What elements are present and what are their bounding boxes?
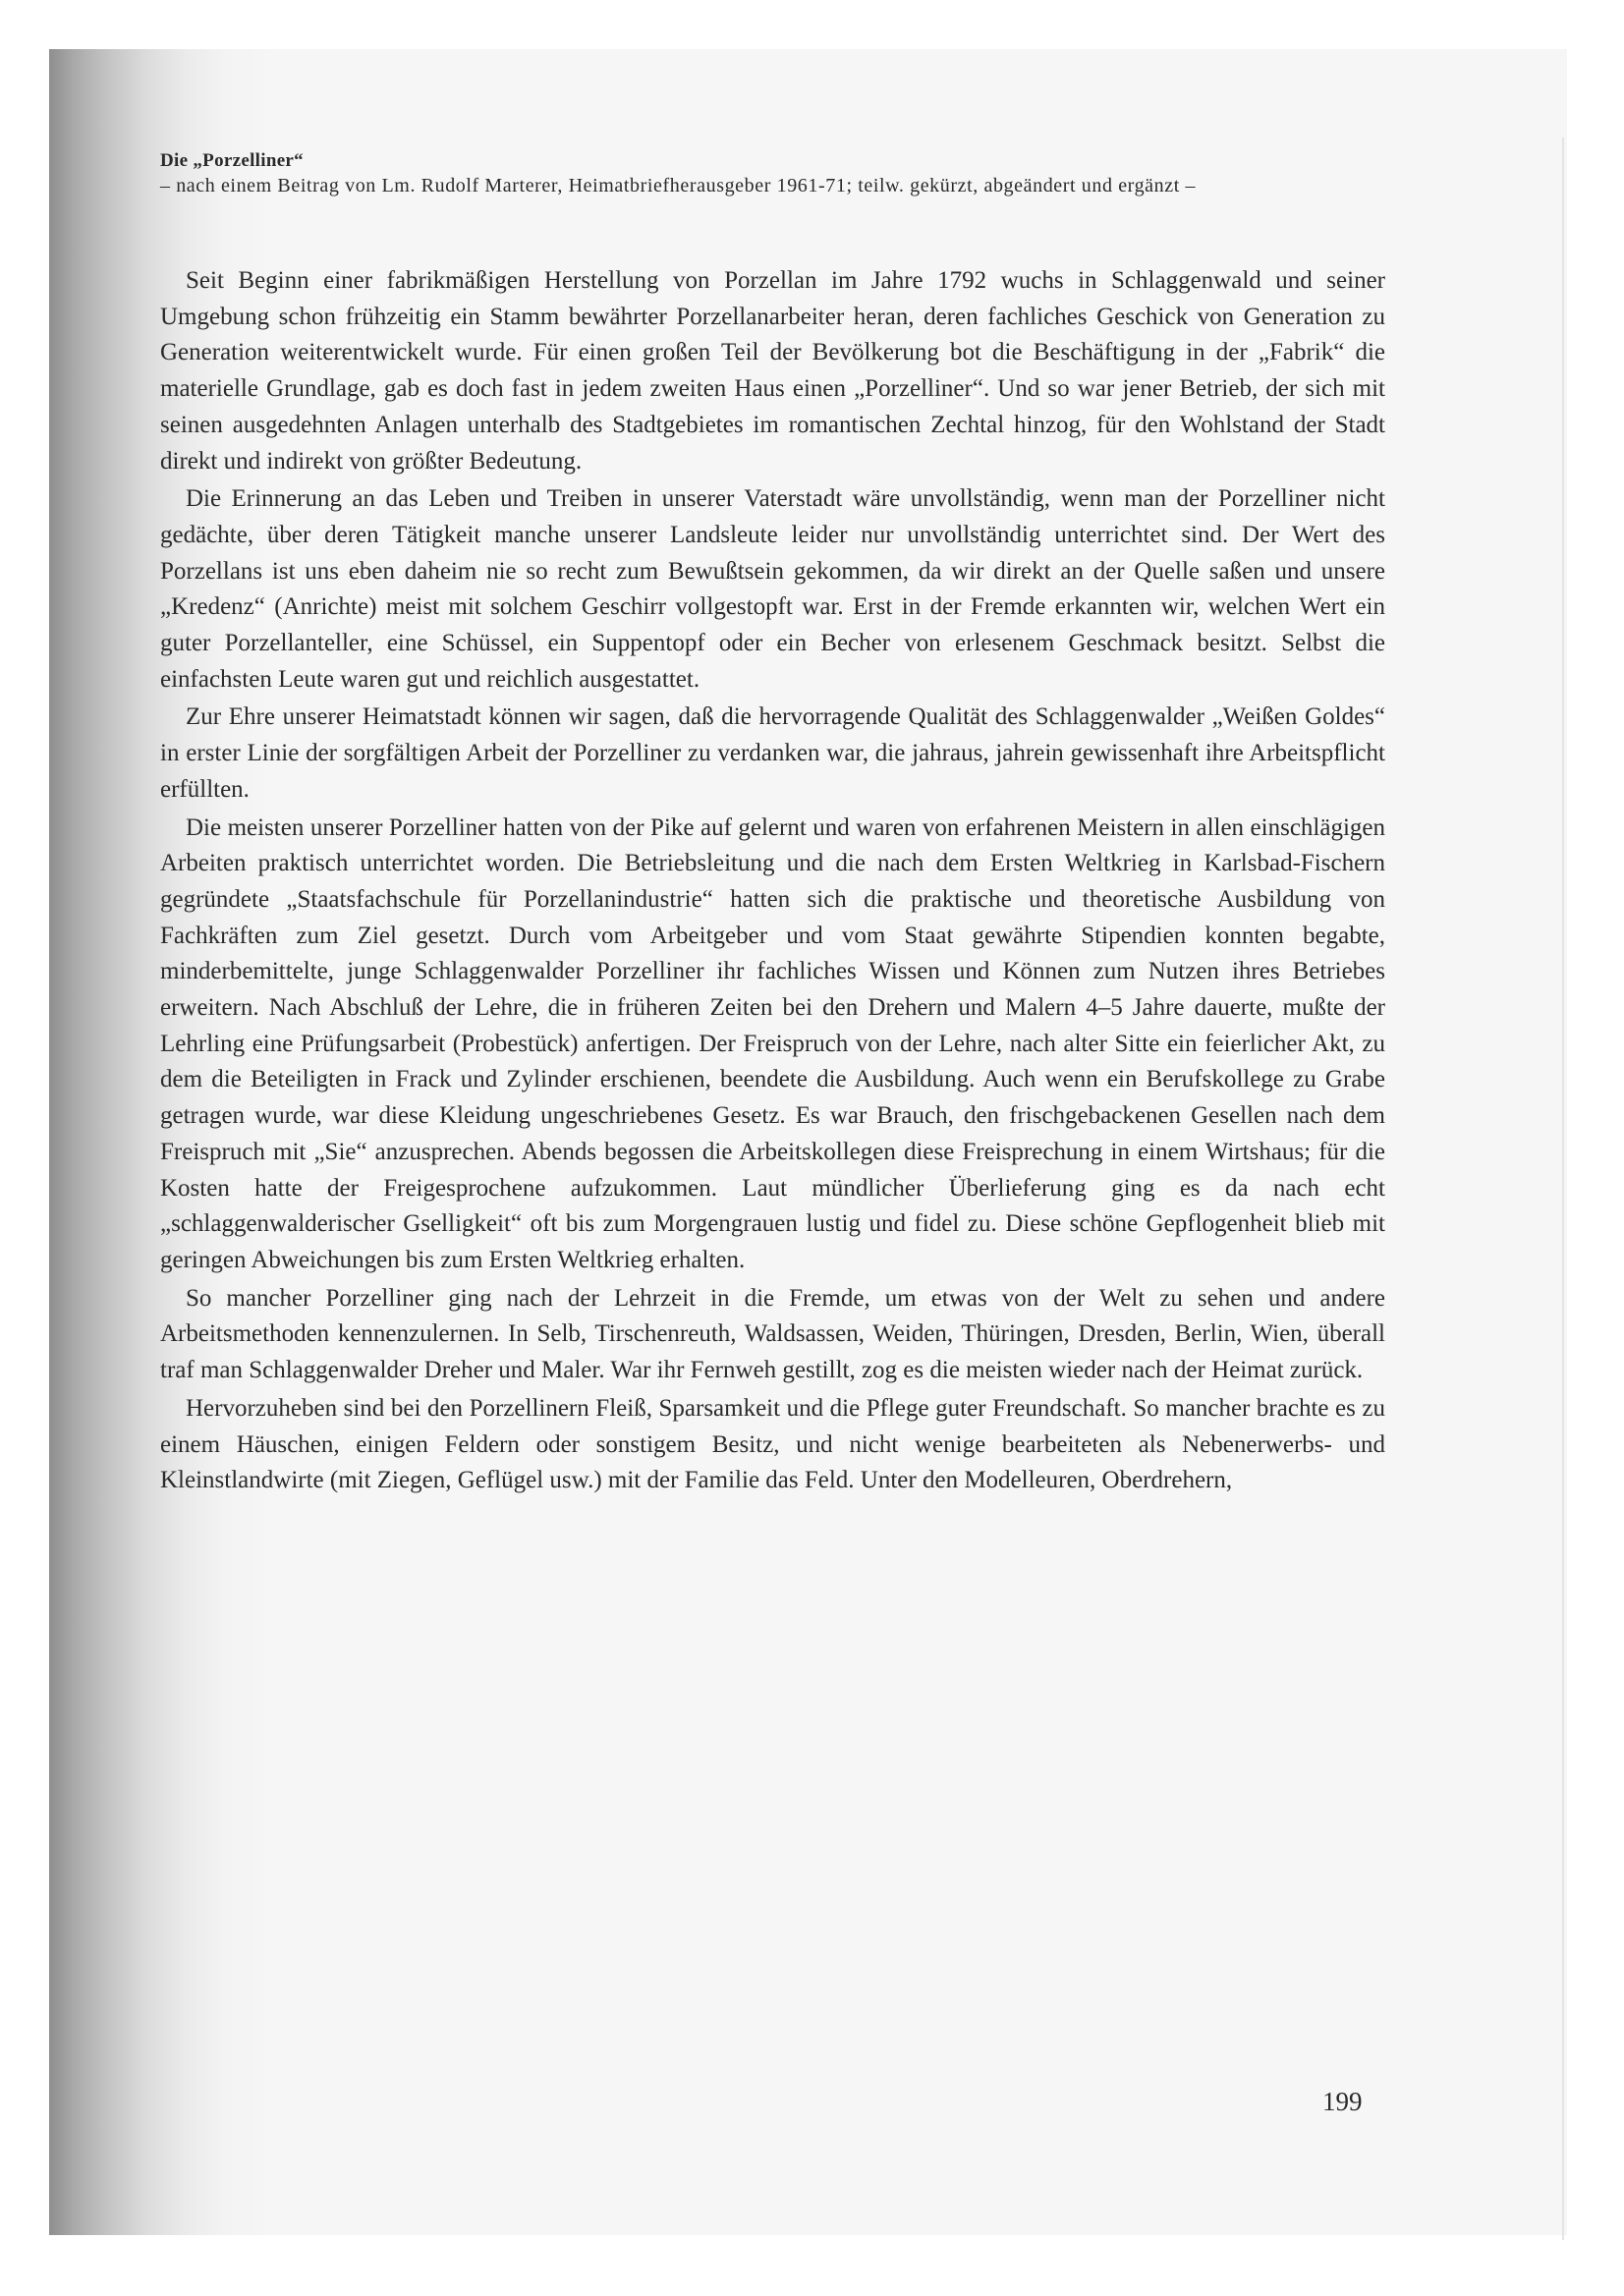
page-number: 199 — [1322, 2087, 1363, 2116]
paragraph: Die meisten unserer Porzelliner hatten von der Pike auf gelernt und waren von erfahrenen Meistern in allen einschlägigen Arbeiten praktisch unterrichtet worden. Die Betriebsleitung und die nach dem Ersten Weltkrieg in Karlsbad-Fischern gegründete „Staatsfachschule für Porzellanindustrie“ hatten sich die praktische und theoretische Ausbildung von Fachkräften zum Ziel gesetzt. Durch vom Arbeitgeber und vom Staat gewährte Stipendien konnten begabte, minderbemittelte, junge Schlaggenwalder Porzelliner ihr fachliches Wissen und Können zum Nutzen ihres Betriebes erweitern. Nach Abschluß der Lehre, die in früheren Zeiten bei den Drehern und Malern 4–5 Jahre dauerte, mußte der Lehrling eine Prüfungsarbeit (Probestück) anfertigen. Der Freispruch von der Lehre, nach alter Sitte ein feierlicher Akt, zu dem die Beteiligten in Frack und Zylinder erschienen, beendete die Ausbildung. Auch wenn ein Berufskollege zu Grabe getragen wurde, war diese Kleidung ungeschriebenes Gesetz. Es war Brauch, den frischgebackenen Gesellen nach dem Freispruch mit „Sie“ anzusprechen. Abends begossen die Arbeitskollegen diese Freisprechung in einem Wirtshaus; für die Kosten hatte der Freigesprochene aufzukommen. Laut mündlicher Überlieferung ging es da nach echt „schlaggenwalderischer Gselligkeit“ oft bis zum Morgengrauen lustig und fidel zu. Diese schöne Gepflogenheit blieb mit geringen Abweichungen bis zum Ersten Weltkrieg erhalten. — [160, 813, 1385, 1273]
article-source-note: – nach einem Beitrag von Lm. Rudolf Marterer, Heimatbriefherausgeber 1961-71; teilw. gekürzt, abgeändert und ergänzt – — [160, 175, 1197, 196]
article-heading — [160, 149, 1383, 199]
paragraph: Zur Ehre unserer Heimatstadt können wir sagen, daß die hervorragende Qualität des Schlaggenwalder „Weißen Goldes“ in erster Linie der sorgfältigen Arbeit der Porzelliner zu verdanken war, die jahraus, jahrein gewissenhaft ihre Arbeitspflicht erfüllten. — [160, 703, 1385, 803]
paragraph: Seit Beginn einer fabrikmäßigen Herstellung von Porzellan im Jahre 1792 wuchs in Schlaggenwald und seiner Umgebung schon frühzeitig ein Stamm bewährter Porzellanarbeiter heran, deren fachliches Geschick von Generation zu Generation weiterentwickelt wurde. Für einen großen Teil der Bevölkerung bot die Beschäftigung in der „Fabrik“ die materielle Grundlage, gab es doch fast in jedem zweiten Haus einen „Porzelliner“. Und so war jener Betrieb, der sich mit seinen ausgedehnten Anlagen unterhalb des Stadtgebietes im romantischen Zechtal hinzog, für den Wohlstand der Stadt direkt und indirekt von größter Bedeutung. — [160, 267, 1385, 475]
article-title: Die „Porzelliner“ — [160, 150, 304, 171]
page-edge — [1562, 138, 1564, 2240]
paragraph: So mancher Porzelliner ging nach der Lehrzeit in die Fremde, um etwas von der Welt zu sehen und andere Arbeitsmethoden kennenzulernen. In Selb, Tirschenreuth, Waldsassen, Weiden, Thüringen, Dresden, Berlin, Wien, überall traf man Schlaggenwalder Dreher und Maler. War ihr Fernweh gestillt, zog es die meisten wieder nach der Heimat zurück. — [160, 1284, 1385, 1384]
article-body — [160, 263, 1385, 1501]
paragraph: Die Erinnerung an das Leben und Treiben in unserer Vaterstadt wäre unvollständig, wenn man der Porzelliner nicht gedächte, über deren Tätigkeit manche unserer Landsleute leider nur unvollständig unterrichtet sind. Der Wert des Porzellans ist uns eben daheim nie so recht zum Bewußtsein gekommen, da wir direkt an der Quelle saßen und unsere „Kredenz“ (Anrichte) meist mit solchem Geschirr vollgestopft war. Erst in der Fremde erkannten wir, welchen Wert ein guter Porzellanteller, eine Schüssel, ein Suppentopf oder ein Becher von erlesenem Geschmack besitzt. Selbst die einfachsten Leute waren gut und reichlich ausgestattet. — [160, 485, 1385, 693]
paragraph: Hervorzuheben sind bei den Porzellinern Fleiß, Sparsamkeit und die Pflege guter Freundschaft. So mancher brachte es zu einem Häuschen, einigen Feldern oder sonstigem Besitz, und nicht wenige bearbeiteten als Nebenerwerbs- und Kleinstlandwirte (mit Ziegen, Geflügel usw.) mit der Familie das Feld. Unter den Modelleuren, Oberdrehern, — [160, 1394, 1385, 1494]
